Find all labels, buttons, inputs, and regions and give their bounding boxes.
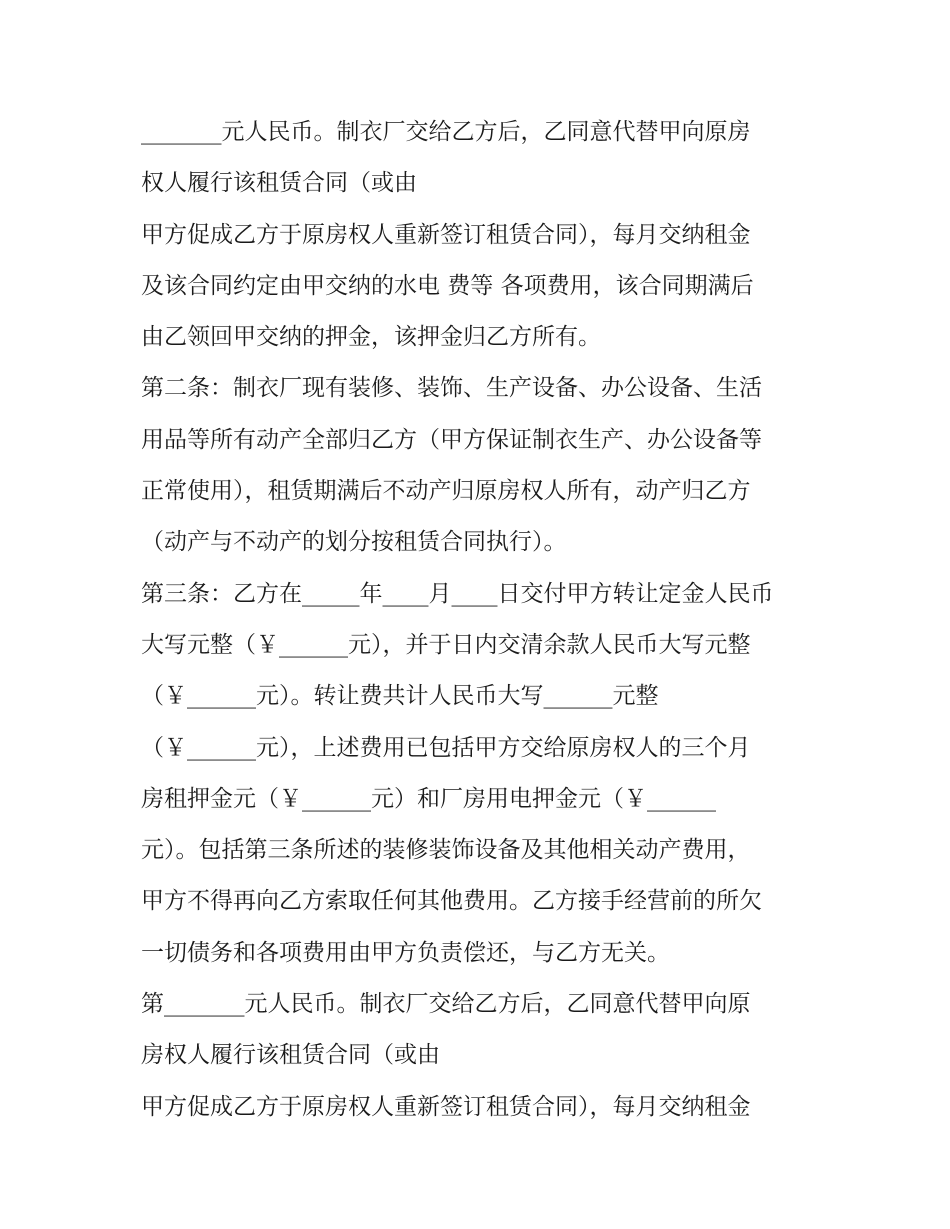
text-line: 甲方不得再向乙方索取任何其他费用。乙方接手经营前的所欠 [141, 888, 762, 915]
text-line: （￥______元），上述费用已包括甲方交给原房权人的三个月 [141, 734, 751, 761]
text-line: 及该合同约定由甲交纳的水电 费等 各项费用，该合同期满后 [141, 272, 754, 299]
text-line: （动产与不动产的划分按租赁合同执行）。 [141, 529, 567, 556]
contract-text [141, 107, 831, 1133]
text-line: 由乙领回甲交纳的押金，该押金归乙方所有。 [141, 324, 601, 351]
text-line: 房权人履行该租赁合同（或由 [141, 1042, 440, 1069]
text-line: 权人履行该租赁合同（或由 [141, 170, 417, 197]
text-line: 甲方促成乙方于原房权人重新签订租赁合同），每月交纳租金 [141, 1093, 751, 1120]
text-line: 第二条：制衣厂现有装修、装饰、生产设备、办公设备、生活 [141, 375, 762, 402]
text-line: 正常使用），租赁期满后不动产归原房权人所有，动产归乙方 [141, 478, 751, 505]
text-line: 元）。包括第三条所述的装修装饰设备及其他相关动产费用， [141, 837, 751, 864]
text-line: 第_______元人民币。制衣厂交给乙方后，乙同意代替甲向原 [141, 991, 751, 1018]
text-line: 甲方促成乙方于原房权人重新签订租赁合同），每月交纳租金 [141, 221, 751, 248]
text-line: 大写元整（￥______元），并于日内交清余款人民币大写元整 [141, 631, 751, 658]
text-line: （￥______元）。转让费共计人民币大写______元整 [141, 683, 659, 710]
text-line: 一切债务和各项费用由甲方负责偿还，与乙方无关。 [141, 939, 670, 966]
text-line: 第三条：乙方在_____年____月____日交付甲方转让定金人民币 [141, 580, 774, 607]
text-line: 房租押金元（￥______元）和厂房用电押金元（￥______ [141, 785, 716, 812]
text-line: 用品等所有动产全部归乙方（甲方保证制衣生产、办公设备等 [141, 426, 762, 453]
text-line: _______元人民币。制衣厂交给乙方后，乙同意代替甲向原房 [141, 119, 751, 145]
